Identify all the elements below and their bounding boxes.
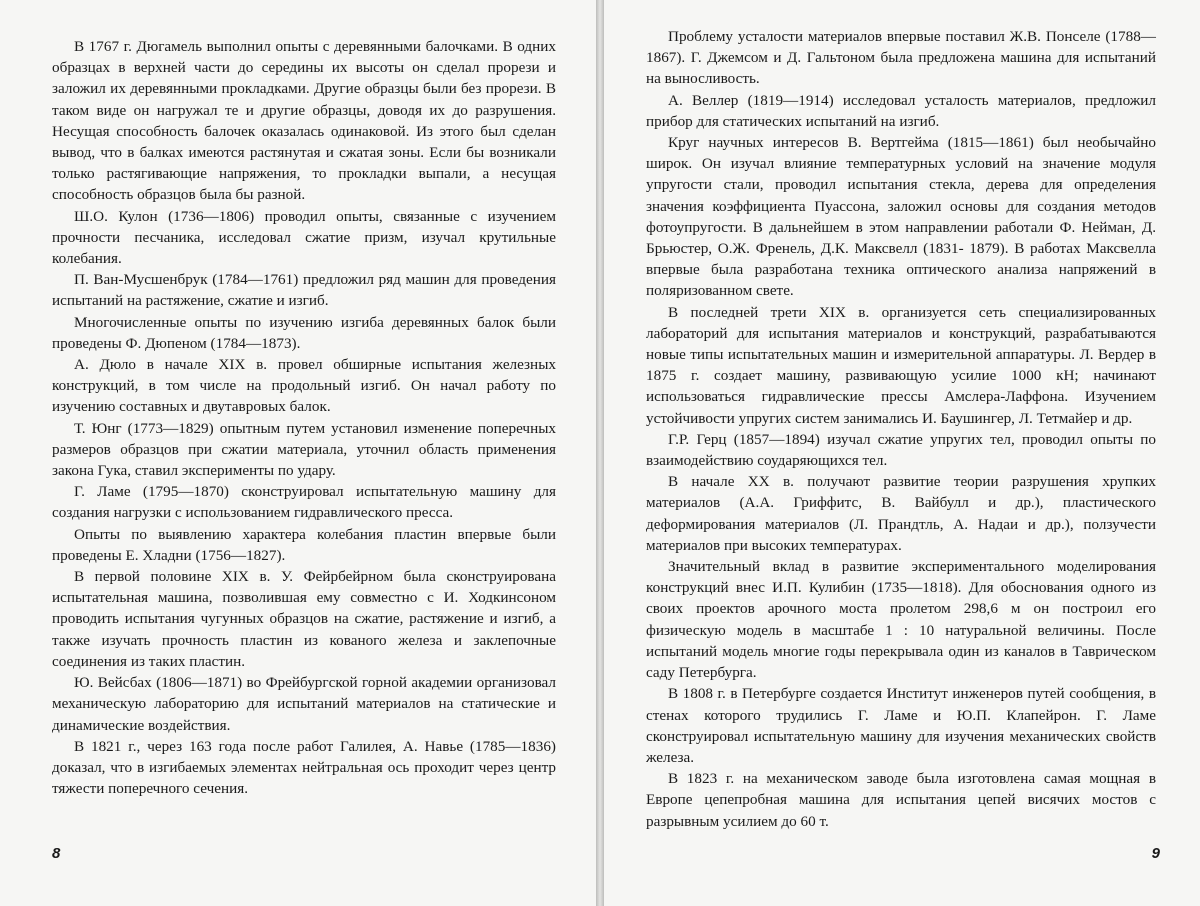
left-page-text <box>52 36 556 799</box>
paragraph: Ю. Вейсбах (1806—1871) во Фрейбургской горной академии организовал механическую лабораторию для испытаний материалов на статические и динамические воздействия. <box>52 674 556 734</box>
paragraph: Многочисленные опыты по изучению изгиба деревянных балок были проведены Ф. Дюпеном (1784—1873). <box>52 313 556 352</box>
right-page-text <box>646 26 1156 832</box>
page-number-left: 8 <box>52 845 61 862</box>
paragraph: А. Веллер (1819—1914) исследовал усталость материалов, предложил прибор для статических испытаний на изгиб. <box>646 91 1156 130</box>
page-number-right: 9 <box>1151 845 1160 862</box>
paragraph: Круг научных интересов В. Вертгейма (1815—1861) был необычайно широк. Он изучал влияние температурных условий на значение модуля упругости стали, проводил испытания стекла, дерева для определения значения коэффициента Пуассона, заложил основы для создания методов фотоупругости. В дальнейшем в этом направлении работали Ф. Нейман, Д. Брьюстер, О.Ж. Френель, Д.К. Максвелл (1831- 1879). В работах Максвелла впервые была разработана техника оптического анализа напряжений в поляризованном свете. <box>646 134 1156 300</box>
paragraph: Ш.О. Кулон (1736—1806) проводил опыты, связанные с изучением прочности песчаника, исследовал сжатие призм, изучал крутильные колебания. <box>52 207 556 268</box>
paragraph: В 1767 г. Дюгамель выполнил опыты с деревянными балочками. В одних образцах в верхней части до середины их высоты он сделал прорези и заложил их деревянными прокладками. Другие образцы были без прорези. В таком виде он нагружал те и другие образцы, доводя их до разрушения. Несущая способность балочек оказалась одинаковой. Из этого был сделан вывод, что в балках имеются растянутая и сжатая зоны. Если бы возникали только растягивающие напряжения, то прокладки выпали, а несущая способность образцов была бы разной. <box>52 38 556 204</box>
paragraph: Опыты по выявлению характера колебания пластин впервые были проведены Е. Хладни (1756—1827). <box>52 525 556 564</box>
paragraph: Значительный вклад в развитие экспериментального моделирования конструкций внес И.П. Кулибин (1735—1818). Для обоснования одного из своих проектов арочного моста пролетом 298,6 м он построил его физическую модель в масштабе 1 : 10 натуральной величины. После испытаний модель многие годы перекрывала один из каналов в Таврическом саду Петербурга. <box>646 558 1156 682</box>
paragraph: Г. Ламе (1795—1870) сконструировал испытательную машину для создания нагрузки с использованием гидравлического пресса. <box>52 483 556 522</box>
paragraph: В 1821 г., через 163 года после работ Галилея, А. Навье (1785—1836) доказал, что в изгибаемых элементах нейтральная ось проходит через центр тяжести поперечного сечения. <box>52 737 556 798</box>
paragraph: В 1808 г. в Петербурге создается Институт инженеров путей сообщения, в стенах которого трудились Г. Ламе и Ю.П. Клапейрон. Г. Ламе сконструировал испытательную машину для изучения механических свойств железа. <box>646 685 1156 766</box>
right-page <box>604 0 1200 906</box>
paragraph: Т. Юнг (1773—1829) опытным путем установил изменение поперечных размеров образцов при сжатии материала, уточнил область применения закона Гука, ставил эксперименты по удару. <box>52 419 556 480</box>
book-gutter <box>596 0 604 906</box>
paragraph: В начале XX в. получают развитие теории разрушения хрупких материалов (А.А. Гриффитс, В. Вайбулл и др.), пластического деформирования материалов (Л. Прандтль, А. Надаи и др.), ползучести материалов при высоких температурах. <box>646 473 1156 554</box>
paragraph: П. Ван-Мусшенбрук (1784—1761) предложил ряд машин для проведения испытаний на растяжение, сжатие и изгиб. <box>52 271 556 310</box>
paragraph: В первой половине XIX в. У. Фейрбейрном была сконструирована испытательная машина, позволившая ему совместно с И. Ходкинсоном проводить испытания чугунных образцов на сжатие, растяжение и изгиб, а также изучать прочность пластин из кованого железа и заклепочные соединения из таких пластин. <box>52 568 556 670</box>
left-page <box>0 0 596 906</box>
paragraph: А. Дюло в начале XIX в. провел обширные испытания железных конструкций, в том числе на продольный изгиб. Он начал работу по изучению составных и двутавровых балок. <box>52 356 556 416</box>
paragraph: Проблему усталости материалов впервые поставил Ж.В. Понселе (1788—1867). Г. Джемсом и Д. Гальтоном была предложена машина для испытаний на выносливость. <box>646 28 1156 88</box>
paragraph: Г.Р. Герц (1857—1894) изучал сжатие упругих тел, проводил опыты по взаимодействию соударяющихся тел. <box>646 430 1156 470</box>
paragraph: В последней трети XIX в. организуется сеть специализированных лабораторий для испытания материалов и конструкций, разрабатываются новые типы испытательных машин и измерительной аппаратуры. Л. Вердер в 1875 г. создает машину, развивающую усилие 1000 кН; начинают использоваться гидравлические прессы Амслера-Лаффона. Изучением устойчивости упругих систем занимались И. Баушингер, Л. Тетмайер и др. <box>646 303 1156 427</box>
paragraph: В 1823 г. на механическом заводе была изготовлена самая мощная в Европе цепепробная машина для испытания цепей висячих мостов с разрывным усилием до 60 т. <box>646 770 1156 830</box>
